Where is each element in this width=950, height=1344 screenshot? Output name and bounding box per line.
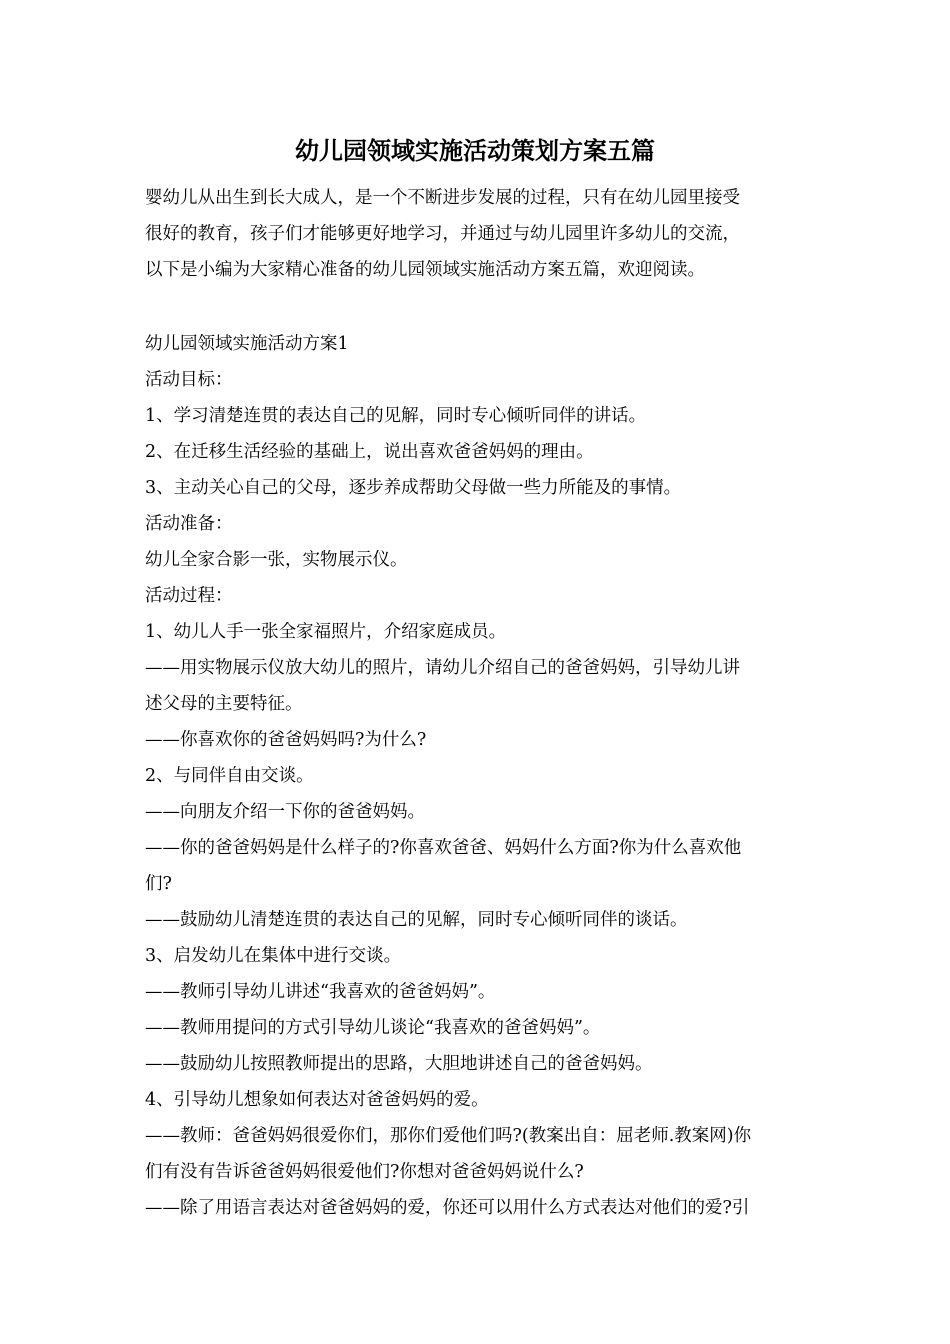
intro-paragraph <box>145 180 825 288</box>
body-line: 们? <box>145 874 172 894</box>
subheading-process: 活动过程： <box>145 586 233 606</box>
body-line: ——教师：爸爸妈妈很爱你们，那你们爱他们吗?(教案出自：屈老师.教案网)你 <box>145 1126 752 1146</box>
body-line: ——你喜欢你的爸爸妈妈吗?为什么? <box>145 730 427 750</box>
body-line: 幼儿全家合影一张，实物展示仪。 <box>145 550 408 570</box>
body-line: ——用实物展示仪放大幼儿的照片，请幼儿介绍自己的爸爸妈妈，引导幼儿讲 <box>145 658 740 678</box>
document-body <box>145 326 825 1226</box>
body-line: 3、主动关心自己的父母，逐步养成帮助父母做一些力所能及的事情。 <box>145 478 682 498</box>
intro-line: 很好的教育，孩子们才能够更好地学习，并通过与幼儿园里许多幼儿的交流， <box>145 224 740 244</box>
body-line: 1、幼儿人手一张全家福照片，介绍家庭成员。 <box>145 622 507 642</box>
body-line: ——鼓励幼儿按照教师提出的思路，大胆地讲述自己的爸爸妈妈。 <box>145 1054 653 1074</box>
body-line: 述父母的主要特征。 <box>145 694 303 714</box>
body-line: 3、启发幼儿在集体中进行交谈。 <box>145 946 402 966</box>
body-line: 1、学习清楚连贯的表达自己的见解，同时专心倾听同伴的讲话。 <box>145 406 647 426</box>
subheading-preparation: 活动准备： <box>145 514 233 534</box>
subheading-goals: 活动目标： <box>145 370 233 390</box>
body-line: ——教师用提问的方式引导幼儿谈论“我喜欢的爸爸妈妈”。 <box>145 1018 601 1038</box>
body-line: ——教师引导幼儿讲述“我喜欢的爸爸妈妈”。 <box>145 982 496 1002</box>
intro-line: 以下是小编为大家精心准备的幼儿园领域实施活动方案五篇，欢迎阅读。 <box>145 260 705 280</box>
body-line: ——鼓励幼儿清楚连贯的表达自己的见解，同时专心倾听同伴的谈话。 <box>145 910 688 930</box>
body-line: 们有没有告诉爸爸妈妈很爱他们?你想对爸爸妈妈说什么? <box>145 1162 584 1182</box>
body-line: ——向朋友介绍一下你的爸爸妈妈。 <box>145 802 425 822</box>
body-line: 2、在迁移生活经验的基础上，说出喜欢爸爸妈妈的理由。 <box>145 442 594 462</box>
body-line: ——你的爸爸妈妈是什么样子的?你喜欢爸爸、妈妈什么方面?你为什么喜欢他 <box>145 838 742 858</box>
body-line: ——除了用语言表达对爸爸妈妈的爱，你还可以用什么方式表达对他们的爱?引 <box>145 1198 750 1218</box>
body-line: 2、与同伴自由交谈。 <box>145 766 314 786</box>
body-line: 4、引导幼儿想象如何表达对爸爸妈妈的爱。 <box>145 1090 489 1110</box>
section-heading: 幼儿园领域实施活动方案1 <box>145 334 349 354</box>
document-title: 幼儿园领域实施活动策划方案五篇 <box>295 136 655 165</box>
intro-line: 婴幼儿从出生到长大成人，是一个不断进步发展的过程，只有在幼儿园里接受 <box>145 188 740 208</box>
